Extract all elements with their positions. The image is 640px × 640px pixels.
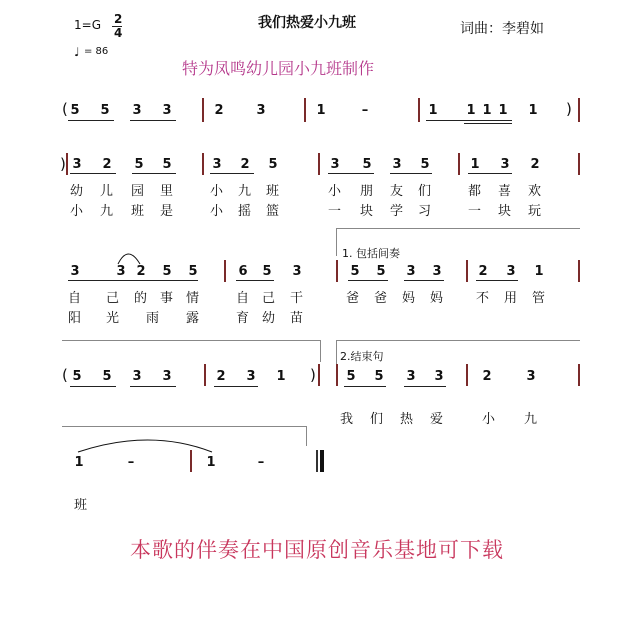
lyric: 育 <box>236 311 250 326</box>
note: 5 <box>162 157 172 172</box>
lyric: 爸 <box>374 291 388 306</box>
note: 1 <box>534 264 544 279</box>
note: 1 <box>276 369 286 384</box>
lyric: 九 <box>100 204 114 219</box>
lyric: 热 <box>400 412 414 427</box>
lyric: 幼 <box>262 311 276 326</box>
bar-line <box>190 450 192 472</box>
lyric: 阳 <box>68 311 82 326</box>
note: 3 <box>70 264 80 279</box>
lyric: 妈 <box>430 291 444 306</box>
lyric: 块 <box>360 204 374 219</box>
lyric: 九 <box>238 184 252 199</box>
lyric: 里 <box>160 184 174 199</box>
note: 3 <box>406 369 416 384</box>
note: 1 <box>74 455 84 470</box>
lyric: 朋 <box>360 184 374 199</box>
note: 2 <box>478 264 488 279</box>
note: 3 <box>292 264 302 279</box>
note: 1 <box>470 157 480 172</box>
note: 3 <box>212 157 222 172</box>
lyric: 习 <box>418 204 432 219</box>
note: 2 <box>216 369 226 384</box>
tempo-mark: = 86 <box>84 46 109 57</box>
volta-label: 2.结束句 <box>340 350 384 363</box>
lyric: 情 <box>186 291 200 306</box>
note: 3 <box>392 157 402 172</box>
volta-label: 1. 包括间奏 <box>342 247 400 260</box>
lyric: 们 <box>418 184 432 199</box>
lyric: 小 <box>482 412 496 427</box>
note: 2 <box>214 103 224 118</box>
note: 3 <box>406 264 416 279</box>
lyric: 篮 <box>266 204 280 219</box>
lyric: 爸 <box>346 291 360 306</box>
note: 1 <box>316 103 326 118</box>
repeat-end: ) <box>566 100 572 118</box>
lyric: 小 <box>210 184 224 199</box>
note: 1 <box>482 103 492 118</box>
lyric: 摇 <box>238 204 252 219</box>
note: 3 <box>162 103 172 118</box>
dash: – <box>127 455 135 470</box>
lyric: 友 <box>390 184 404 199</box>
note: 5 <box>376 264 386 279</box>
note: 2 <box>530 157 540 172</box>
note: 3 <box>246 369 256 384</box>
bar-line <box>316 450 318 472</box>
lyric: 是 <box>160 204 174 219</box>
quarter-note-icon: ♩ <box>74 45 80 59</box>
note: 3 <box>256 103 266 118</box>
subtitle: 特为凤鸣幼儿园小九班制作 <box>182 59 375 78</box>
note: 5 <box>350 264 360 279</box>
lyric: 块 <box>498 204 512 219</box>
note: 2 <box>482 369 492 384</box>
lyric: 九 <box>524 412 538 427</box>
note: 3 <box>132 369 142 384</box>
song-title: 我们热爱小九班 <box>258 15 356 31</box>
note: 5 <box>420 157 430 172</box>
lyric: 用 <box>504 291 518 306</box>
note: 5 <box>72 369 82 384</box>
lyric: 己 <box>106 291 120 306</box>
lyric: 一 <box>328 204 342 219</box>
lyric: 班 <box>74 498 88 513</box>
lyric: 干 <box>290 291 304 306</box>
note: 1 <box>428 103 438 118</box>
lyric: 己 <box>262 291 276 306</box>
dash: – <box>361 103 369 118</box>
dash: – <box>257 455 265 470</box>
note: 6 <box>238 264 248 279</box>
lyric: 妈 <box>402 291 416 306</box>
note: 3 <box>500 157 510 172</box>
note: 5 <box>374 369 384 384</box>
lyric: 们 <box>370 412 384 427</box>
note: 3 <box>132 103 142 118</box>
lyric: 自 <box>68 291 82 306</box>
note: 3 <box>162 369 172 384</box>
note: 5 <box>346 369 356 384</box>
key-signature: 1=G <box>74 18 101 32</box>
lyric: 欢 <box>528 184 542 199</box>
note: 5 <box>188 264 198 279</box>
note: 3 <box>330 157 340 172</box>
lyric: 小 <box>210 204 224 219</box>
note: 5 <box>262 264 272 279</box>
lyric: 儿 <box>100 184 114 199</box>
note: 3 <box>116 264 126 279</box>
note: 5 <box>70 103 80 118</box>
repeat-start: ( <box>62 366 68 384</box>
lyric: 雨 <box>146 311 160 326</box>
note: 1 <box>206 455 216 470</box>
lyric: 园 <box>131 184 145 199</box>
lyric: 幼 <box>70 184 84 199</box>
note: 5 <box>102 369 112 384</box>
lyric: 光 <box>106 311 120 326</box>
note: 5 <box>162 264 172 279</box>
note: 2 <box>240 157 250 172</box>
note: 3 <box>526 369 536 384</box>
time-signature-bottom: 4 <box>114 26 123 40</box>
lyric: 喜 <box>498 184 512 199</box>
note: 2 <box>136 264 146 279</box>
credit: 词曲：李碧如 <box>460 21 544 37</box>
lyric: 一 <box>468 204 482 219</box>
lyric: 的 <box>134 291 148 306</box>
note: 5 <box>134 157 144 172</box>
lyric: 小 <box>70 204 84 219</box>
note: 3 <box>506 264 516 279</box>
lyric: 不 <box>476 291 490 306</box>
lyric: 爱 <box>430 412 444 427</box>
repeat-start: ( <box>62 100 68 118</box>
note: 1 <box>528 103 538 118</box>
lyric: 玩 <box>528 204 542 219</box>
note: 1 <box>466 103 476 118</box>
note: 2 <box>102 157 112 172</box>
lyric: 露 <box>186 311 200 326</box>
footer-note: 本歌的伴奏在中国原创音乐基地可下载 <box>130 538 504 562</box>
note: 5 <box>268 157 278 172</box>
lyric: 事 <box>160 291 174 306</box>
lyric: 班 <box>131 204 145 219</box>
lyric: 学 <box>390 204 404 219</box>
note: 3 <box>72 157 82 172</box>
lyric: 自 <box>236 291 250 306</box>
note: 5 <box>362 157 372 172</box>
lyric: 都 <box>468 184 482 199</box>
note: 3 <box>434 369 444 384</box>
note: 3 <box>432 264 442 279</box>
lyric: 班 <box>266 184 280 199</box>
lyric: 小 <box>328 184 342 199</box>
note: 1 <box>498 103 508 118</box>
repeat-end: ) <box>60 155 66 173</box>
time-signature-top: 2 <box>114 12 123 26</box>
note: 5 <box>100 103 110 118</box>
lyric: 管 <box>532 291 546 306</box>
final-bar-line <box>320 450 324 472</box>
lyric: 我 <box>340 412 354 427</box>
lyric: 苗 <box>290 311 304 326</box>
repeat-end: ) <box>310 366 316 384</box>
